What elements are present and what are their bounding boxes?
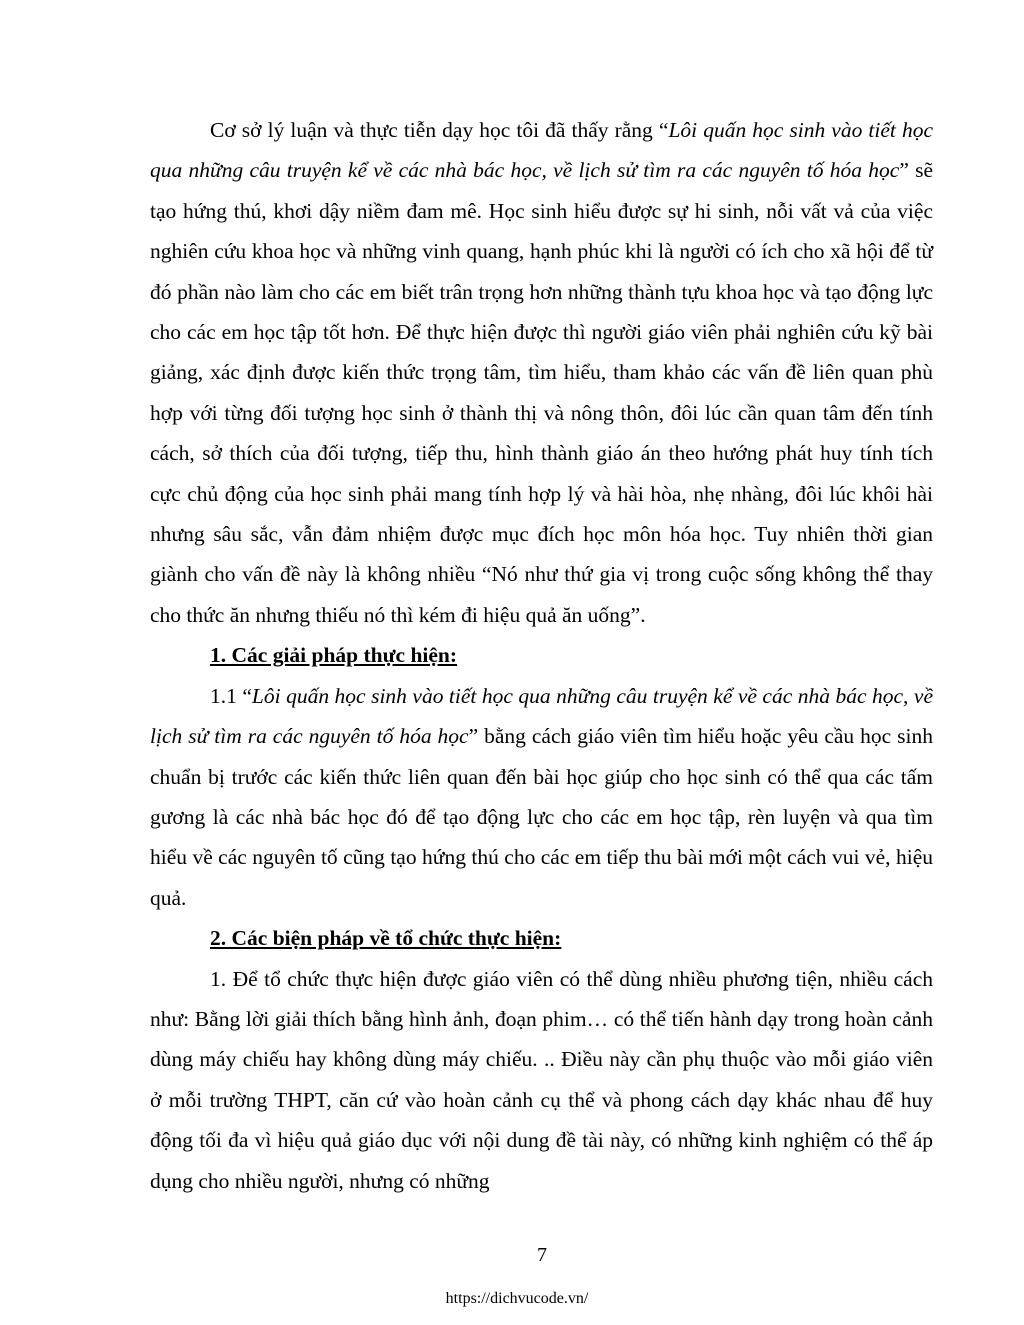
paragraph-1-text-1: Cơ sở lý luận và thực tiễn dạy học tôi đã thấy rằng “ xyxy=(210,118,669,142)
section-heading-2 xyxy=(150,918,933,958)
paragraph-3: 1. Để tổ chức thực hiện được giáo viên có thể dùng nhiều phương tiện, nhiều cách như: Bằng lời giải thích bằng hình ảnh, đoạn phim… có thể tiến hành dạy trong hoàn cảnh dùng máy chiếu hay không dùng máy chiếu. .. Điều này cần phụ thuộc vào mỗi giáo viên ở mỗi trường THPT, căn cứ vào hoàn cảnh cụ thể và phong cách dạy khác nhau để huy động tối đa vì hiệu quả giáo dục với nội dung đề tài này, có những kinh nghiệm có thể áp dụng cho nhiều người, nhưng có những xyxy=(150,966,933,1193)
footer-url: https://dichvucode.vn/ xyxy=(445,1290,589,1307)
document-body xyxy=(150,110,933,1201)
paragraph-2-text-2: ” bằng cách giáo viên tìm hiểu hoặc yêu cầu học sinh chuẩn bị trước các kiến thức liên quan đến bài học giúp cho học sinh có thể qua các tấm gương là các nhà bác học đó để tạo động lực cho các em học tập, rèn luyện và qua tìm hiểu về các nguyên tố cũng tạo hứng thú cho các em tiếp thu bài mới một cách vui vẻ, hiệu quả. xyxy=(150,724,933,910)
paragraph-1 xyxy=(150,110,933,635)
paragraph-2-text-1: 1.1 “ xyxy=(210,683,252,708)
section-heading-2-text: 2. Các biện pháp về tổ chức thực hiện: xyxy=(210,926,562,951)
paragraph-2-italic-quote: Lôi quấn học sinh vào tiết học qua những câu truyện kể về các nhà bác học, về lịch sử tìm ra các nguyên tố hóa học xyxy=(150,683,933,749)
page-number: 7 xyxy=(537,1244,547,1266)
section-heading-1-text: 1. Các giải pháp thực hiện: xyxy=(210,643,458,668)
paragraph-1-italic-quote: Lôi quấn học sinh vào tiết học qua những câu truyện kể về các nhà bác học, về lịch sử tìm ra các nguyên tố hóa học xyxy=(150,118,933,183)
paragraph-2 xyxy=(150,676,933,918)
paragraph-1-text-2: ” sẽ tạo hứng thú, khơi dậy niềm đam mê. Học sinh hiểu được sự hi sinh, nỗi vất vả của việc nghiên cứu khoa học và những vinh quang, hạnh phúc khi là người có ích cho xã hội để từ đó phần nào làm cho các em biết trân trọng hơn những thành tựu khoa học và tạo động lực cho các em học tập tốt hơn. Để thực hiện được thì người giáo viên phải nghiên cứu kỹ bài giảng, xác định được kiến thức trọng tâm, tìm hiểu, tham khảo các vấn đề liên quan phù hợp với từng đối tượng học sinh ở thành thị và nông thôn, đôi lúc cần quan tâm đến tính cách, sở thích của đối tượng, tiếp thu, hình thành giáo án theo hướng phát huy tính tích cực chủ động của học sinh phải mang tính hợp lý và hài hòa, nhẹ nhàng, đôi lúc khôi hài nhưng sâu sắc, vẫn đảm nhiệm được mục đích học môn hóa học. Tuy nhiên thời gian giành cho vấn đề này là không nhiều “Nó như thứ gia vị trong cuộc sống không thể thay cho thức ăn nhưng thiếu nó thì kém đi hiệu quả ăn uống”. xyxy=(150,158,934,627)
section-heading-1 xyxy=(150,635,933,675)
